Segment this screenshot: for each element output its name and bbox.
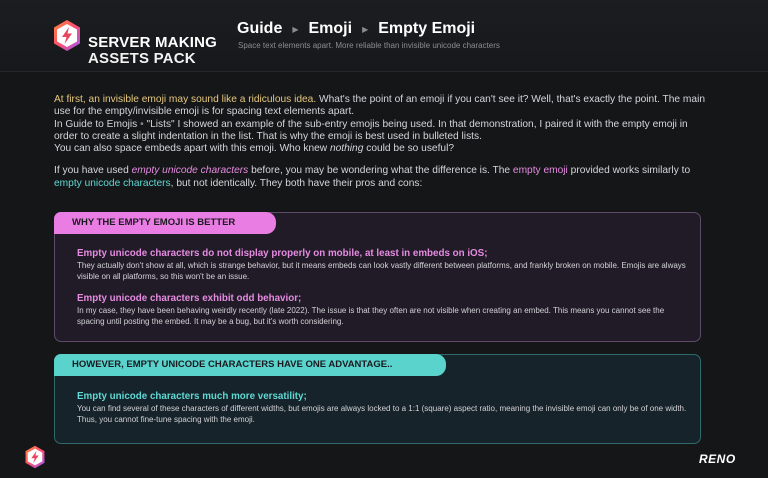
card-item (77, 391, 689, 425)
header-bar (0, 0, 768, 72)
breadcrumb-arrow-icon: ▶ (292, 24, 299, 34)
author-signature: RENO (699, 452, 736, 466)
intro-highlight-cyan: empty unicode characters (54, 177, 171, 189)
intro-text: What's the point of an emoji if you can't see it? Well, that's exactly the point. The main use for the empty/invisible emoji is for spacing text elements apart. (54, 94, 705, 118)
brand-line-1: SERVER MAKING (88, 34, 218, 51)
intro-text: If you have used (54, 165, 132, 177)
intro-text: You can also space embeds apart with this emoji. Who knew (54, 143, 330, 155)
card-item-title: Empty unicode characters much more versatility; (77, 391, 307, 402)
intro-content (54, 94, 714, 190)
card-item-body: They actually don't show at all, which is strange behavior, but it means embeds can look vastly different between platforms, and frankly broken on mobile. Emojis are always visible on all platforms, so this won't be an issue. (77, 261, 686, 281)
intro-paragraph-2 (54, 165, 714, 190)
intro-text: , but not identically. They both have their pros and cons: (170, 177, 423, 189)
lightning-logo-icon (24, 445, 46, 469)
brand-title (88, 19, 217, 83)
breadcrumb-emoji[interactable]: Emoji (308, 20, 353, 37)
breadcrumb-empty-emoji[interactable]: Empty Emoji (378, 20, 476, 37)
why-empty-emoji-better-card (54, 212, 701, 342)
intro-text: In Guide to Emojis (54, 118, 138, 130)
breadcrumb-guide[interactable]: Guide (237, 20, 283, 37)
breadcrumb (237, 20, 475, 38)
intro-text: "Lists" I showed an example of the sub-entry emojis being used. In that demonstration, I paired it with the empty emoji in order to create a slight indentation in the list. That is why the emoji is best used in bulleted lists. (54, 118, 688, 142)
bullet-separator: • (137, 118, 147, 130)
lightning-logo-icon (52, 19, 82, 52)
intro-highlight: At first, an invisible emoji may sound like a ridiculous idea. (54, 94, 317, 105)
card-item-title: Empty unicode characters exhibit odd behavior; (77, 293, 302, 304)
unicode-advantage-card (54, 354, 701, 444)
intro-highlight-pink: empty emoji (512, 165, 568, 177)
intro-text: provided works similarly to (567, 165, 691, 177)
breadcrumb-arrow-icon: ▶ (362, 24, 369, 34)
card-item-title: Empty unicode characters do not display properly on mobile, at least in embeds on iOS; (77, 248, 488, 259)
card-item-body: You can find several of these characters of different widths, but emojis are always locked to a 1:1 (square) aspect ratio, meaning the invisible emoji can only be of one width. Thus, you cannot fine-tune spacing with the emoji. (77, 404, 687, 424)
card-item (77, 248, 689, 282)
intro-text: could be so useful? (363, 143, 455, 155)
intro-text: before, you may be wondering what the difference is. The (248, 165, 513, 177)
page-subtitle: Space text elements apart. More reliable than invisible unicode characters (238, 41, 500, 50)
intro-highlight-pink: empty unicode characters (131, 165, 249, 177)
card-item-body: In my case, they have been behaving weirdly recently (late 2022). The issue is that they often are not visible when creating an embed. This means you cannot see the spacing until posting the embed. It may be a bug, but it's worth considering. (77, 306, 665, 326)
intro-italic: nothing (329, 143, 364, 155)
intro-paragraph-1 (54, 94, 714, 155)
brand-line-2: ASSETS PACK (88, 50, 196, 67)
card-tag: WHY THE EMPTY EMOJI IS BETTER (54, 212, 276, 234)
card-tag: HOWEVER, EMPTY UNICODE CHARACTERS HAVE ONE ADVANTAGE.. (54, 354, 446, 376)
card-item (77, 293, 689, 327)
